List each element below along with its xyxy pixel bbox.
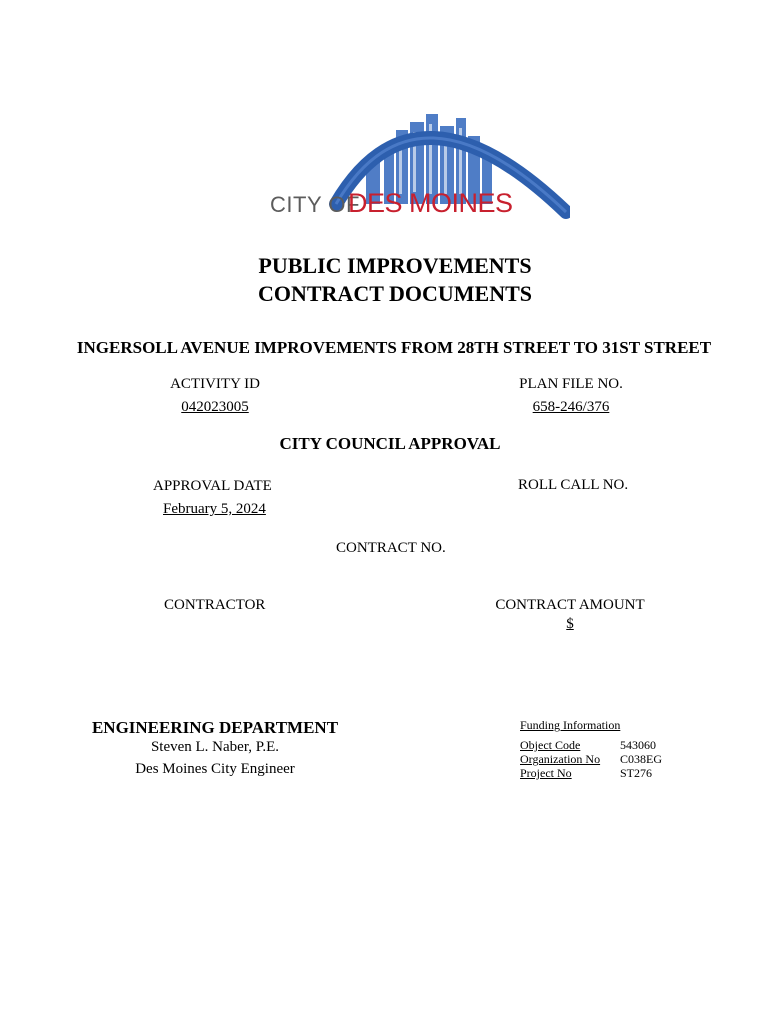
engineer-title: Des Moines City Engineer: [135, 761, 295, 777]
title-line-1: PUBLIC IMPROVEMENTS: [258, 253, 532, 278]
funding-row: [520, 766, 662, 780]
activity-id-block: [160, 376, 270, 416]
city-logo: [266, 108, 570, 220]
funding-row-label: Project No: [520, 766, 572, 780]
contract-amount-label: CONTRACT AMOUNT: [495, 597, 645, 613]
contract-amount-block: [486, 597, 654, 633]
funding-row: [520, 738, 662, 752]
plan-file-block: [506, 376, 636, 416]
project-name: INGERSOLL AVENUE IMPROVEMENTS FROM 28TH STREET TO 31ST STREET: [76, 338, 712, 357]
funding-row-label: Object Code: [520, 738, 581, 752]
engineer-name: Steven L. Naber, P.E.: [150, 739, 280, 755]
engineering-heading: ENGINEERING DEPARTMENT: [91, 718, 339, 737]
funding-row-value: 543060: [620, 738, 656, 752]
activity-id-label: ACTIVITY ID: [170, 376, 260, 392]
funding-row: [520, 752, 662, 766]
plan-file-label: PLAN FILE NO.: [519, 376, 623, 392]
logo-city-of-text: CITY OF: [270, 192, 360, 217]
engineering-block: [86, 718, 344, 778]
contract-number-label: CONTRACT NO.: [336, 540, 446, 556]
funding-table: [520, 738, 662, 780]
document-title: [0, 252, 770, 308]
funding-heading: Funding Information: [520, 718, 621, 732]
approval-date-value: February 5, 2024: [163, 501, 266, 517]
title-line-2: CONTRACT DOCUMENTS: [257, 281, 532, 306]
funding-row-value: ST276: [620, 766, 653, 780]
funding-row-value: C038EG: [620, 752, 662, 766]
logo-des-moines-text: DES MOINES: [348, 188, 513, 218]
roll-call-label: ROLL CALL NO.: [518, 477, 629, 493]
activity-id-value: 042023005: [181, 399, 249, 415]
contract-amount-value: $: [566, 616, 574, 632]
council-approval-heading: CITY COUNCIL APPROVAL: [279, 434, 501, 453]
plan-file-value: 658-246/376: [532, 399, 610, 415]
funding-row-label: Organization No: [520, 752, 601, 766]
contractor-label: CONTRACTOR: [164, 597, 266, 613]
approval-date-label: APPROVAL DATE: [153, 478, 272, 494]
